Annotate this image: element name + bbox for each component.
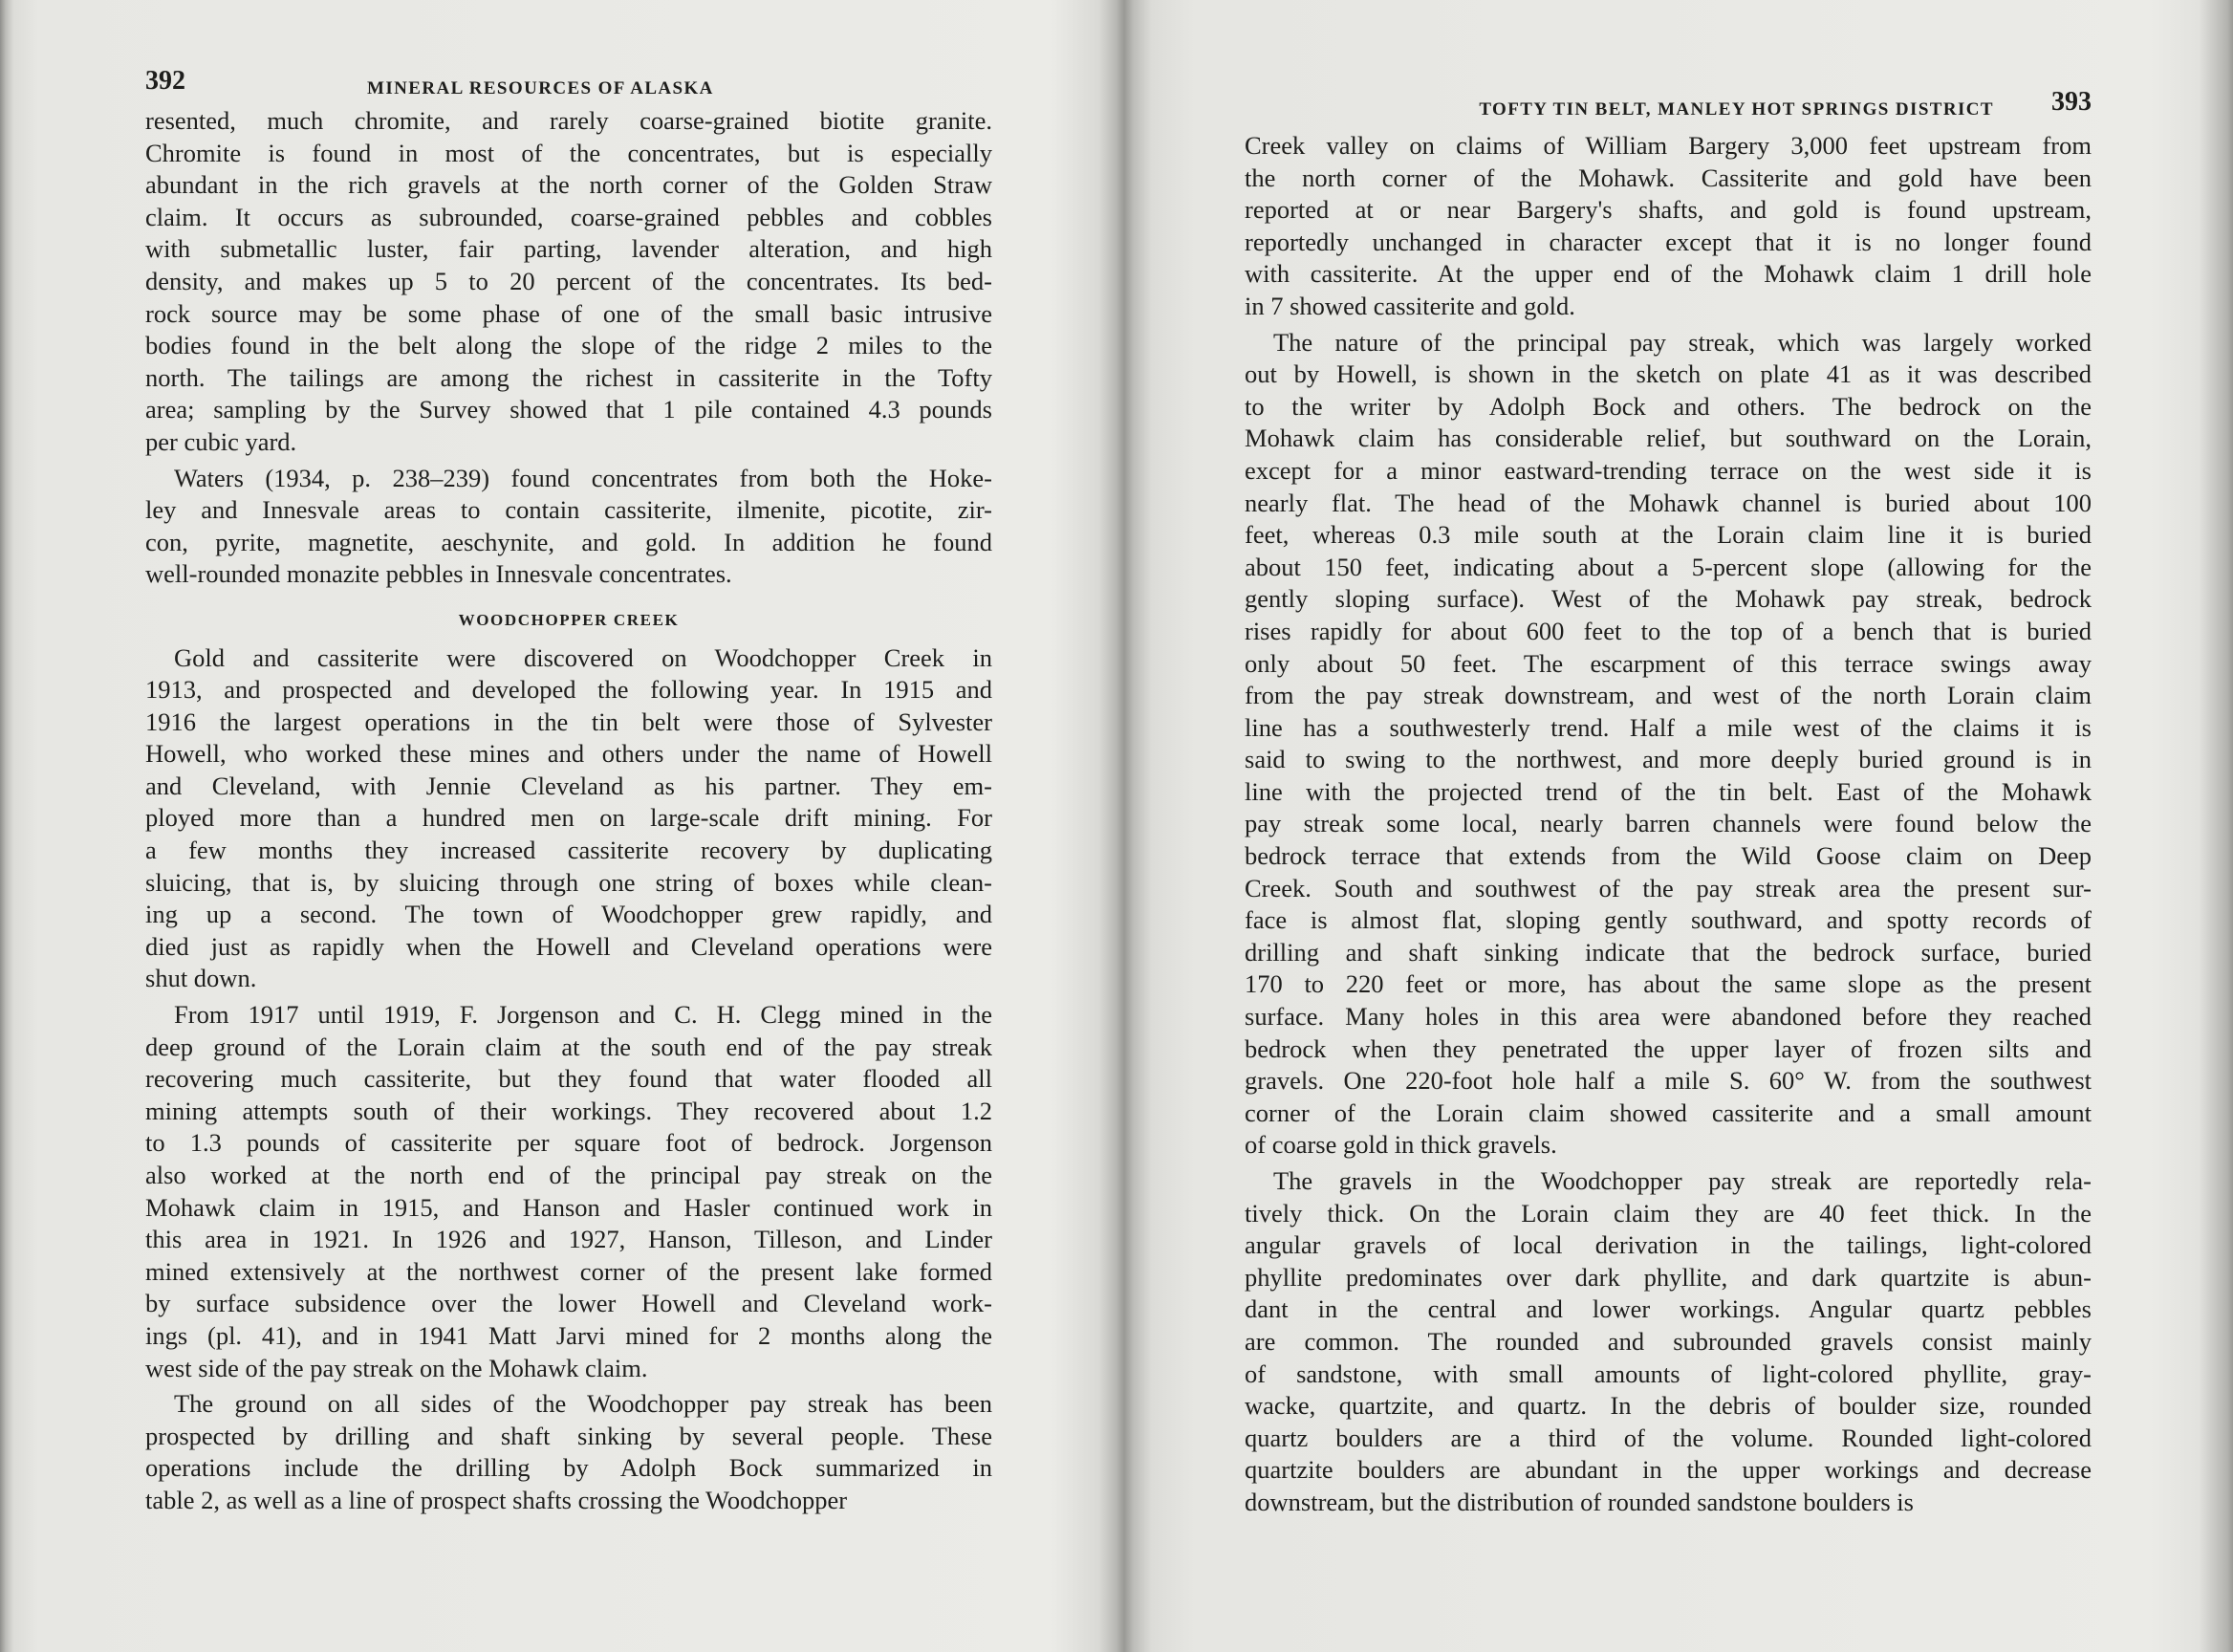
text-line: recovering much cassiterite, but they found that water flooded all — [145, 1064, 992, 1094]
text-line: line with the projected trend of the tin belt. East of the Mohawk — [1245, 776, 2092, 806]
text-line: a few months they increased cassiterite recovery by duplicating — [145, 836, 992, 865]
text-line: rock source may be some phase of one of the small basic intrusive — [145, 298, 992, 328]
text-line: west side of the pay streak on the Mohawk claim. — [145, 1353, 648, 1382]
text-line: from the pay streak downstream, and west of the north Lorain claim — [1245, 681, 2092, 710]
text-line: and Cleveland, with Jennie Cleveland as his partner. They em- — [145, 771, 992, 800]
text-line: ley and Innesvale areas to contain cassiterite, ilmenite, picotite, zir- — [145, 495, 992, 525]
right-page-number: 393 — [2051, 87, 2092, 117]
text-line: table 2, as well as a line of prospect shafts crossing the Woodchopper — [145, 1485, 848, 1514]
text-line: ings (pl. 41), and in 1941 Matt Jarvi mined for 2 months along the — [145, 1320, 992, 1350]
text-line: mining attempts south of their workings. They recovered about 1.2 — [145, 1096, 992, 1125]
text-line: mined extensively at the northwest corner of the present lake formed — [145, 1256, 992, 1286]
text-line: face is almost flat, sloping gently southward, and spotty records of — [1245, 905, 2092, 935]
text-line: phyllite predominates over dark phyllite, and dark quartzite is abun- — [1245, 1262, 2092, 1292]
text-line: reported at or near Bargery's shafts, and gold is found upstream, — [1245, 195, 2092, 225]
text-line: gently sloping surface). West of the Mohawk pay streak, bedrock — [1245, 584, 2092, 614]
text-line: deep ground of the Lorain claim at the south end of the pay streak — [145, 1032, 992, 1061]
text-line: Gold and cassiterite were discovered on Woodchopper Creek in — [174, 642, 992, 672]
text-line: gravels. One 220-foot hole half a mile S. 60° W. from the southwest — [1245, 1066, 2092, 1096]
text-line: area; sampling by the Survey showed that 1 pile contained 4.3 pounds — [145, 395, 992, 424]
text-line: quartz boulders are a third of the volume. Rounded light-colored — [1245, 1423, 2092, 1452]
text-line: The nature of the principal pay streak, which was largely worked — [1273, 327, 2092, 357]
text-line: are common. The rounded and subrounded gravels consist mainly — [1245, 1326, 2092, 1356]
paragraph — [1245, 130, 2092, 323]
text-line: tively thick. On the Lorain claim they are 40 feet thick. In the — [1245, 1198, 2092, 1228]
text-line: abundant in the rich gravels at the north corner of the Golden Straw — [145, 170, 992, 200]
text-line: Creek valley on claims of William Bargery 3,000 feet upstream from — [1245, 131, 2092, 160]
paragraph — [145, 463, 992, 591]
paragraph — [1245, 327, 2092, 1162]
text-line: nearly flat. The head of the Mohawk channel is buried about 100 — [1245, 488, 2092, 517]
text-line: wacke, quartzite, and quartz. In the debris of boulder size, rounded — [1245, 1391, 2092, 1421]
text-line: density, and makes up 5 to 20 percent of the concentrates. Its bed- — [145, 266, 992, 295]
text-line: Mohawk claim has considerable relief, but southward on the Lorain, — [1245, 424, 2092, 453]
text-line: about 150 feet, indicating about a 5-percent slope (allowing for the — [1245, 552, 2092, 581]
text-line: Chromite is found in most of the concentrates, but is especially — [145, 138, 992, 167]
text-line: Waters (1934, p. 238–239) found concentrates from both the Hoke- — [174, 463, 992, 492]
text-line: The gravels in the Woodchopper pay streak are reportedly rela- — [1273, 1166, 2092, 1195]
text-line: north. The tailings are among the richest in cassiterite in the Tofty — [145, 362, 992, 392]
text-line: feet, whereas 0.3 mile south at the Lorain claim line it is buried — [1245, 520, 2092, 550]
text-line: Creek. South and southwest of the pay streak area the present sur- — [1245, 873, 2092, 902]
text-line: operations include the drilling by Adolph Bock summarized in — [145, 1453, 992, 1483]
text-line: the north corner of the Mohawk. Cassiterite and gold have been — [1245, 163, 2092, 192]
text-line: reportedly unchanged in character except that it is no longer found — [1245, 227, 2092, 256]
right-running-title: TOFTY TIN BELT, MANLEY HOT SPRINGS DISTRICT — [1479, 99, 1994, 120]
text-line: 1916 the largest operations in the tin belt were those of Sylvester — [145, 706, 992, 736]
text-line: shut down. — [145, 964, 257, 993]
text-line: of sandstone, with small amounts of light-colored phyllite, gray- — [1245, 1359, 2092, 1388]
right-page — [1245, 86, 2092, 1523]
text-line: From 1917 until 1919, F. Jorgenson and C. H. Clegg mined in the — [174, 1000, 992, 1030]
text-line: ployed more than a hundred men on large-scale drift mining. For — [145, 803, 992, 833]
text-line: drilling and shaft sinking indicate that the bedrock surface, buried — [1245, 937, 2092, 967]
text-line: except for a minor eastward-trending terrace on the west side it is — [1245, 455, 2092, 485]
text-line: quartzite boulders are abundant in the upper workings and decrease — [1245, 1455, 2092, 1485]
text-line: bedrock when they penetrated the upper layer of frozen silts and — [1245, 1033, 2092, 1063]
text-line: said to swing to the northwest, and more deeply buried ground is in — [1245, 745, 2092, 774]
right-body — [1245, 130, 2092, 1519]
text-line: angular gravels of local derivation in the tailings, light-colored — [1245, 1230, 2092, 1260]
left-running-title: MINERAL RESOURCES OF ALASKA — [367, 78, 714, 98]
text-line: line has a southwesterly trend. Half a mile west of the claims it is — [1245, 712, 2092, 742]
left-running-head — [145, 65, 992, 105]
text-line: sluicing, that is, by sluicing through one string of boxes while clean- — [145, 867, 992, 897]
text-line: well-rounded monazite pebbles in Innesvale concentrates. — [145, 559, 732, 589]
text-line: surface. Many holes in this area were abandoned before they reached — [1245, 1002, 2092, 1032]
text-line: with cassiterite. At the upper end of the Mohawk claim 1 drill hole — [1245, 259, 2092, 289]
text-line: pay streak some local, nearly barren channels were found below the — [1245, 809, 2092, 838]
text-line: The ground on all sides of the Woodchopper pay streak has been — [174, 1389, 992, 1419]
text-line: also worked at the north end of the principal pay streak on the — [145, 1161, 992, 1189]
paragraph — [145, 1388, 992, 1516]
text-line: Howell, who worked these mines and others under the name of Howell — [145, 739, 992, 769]
text-line: ing up a second. The town of Woodchopper grew rapidly, and — [145, 900, 992, 929]
text-line: only about 50 feet. The escarpment of this terrace swings away — [1245, 648, 2092, 678]
text-line: per cubic yard. — [145, 426, 297, 456]
text-line: con, pyrite, magnetite, aeschynite, and gold. In addition he found — [145, 527, 992, 556]
text-line: prospected by drilling and shaft sinking by several people. These — [145, 1421, 992, 1450]
text-line: of coarse gold in thick gravels. — [1245, 1130, 1557, 1160]
text-line: died just as rapidly when the Howell and Cleveland operations were — [145, 931, 992, 961]
text-line: to the writer by Adolph Bock and others. The bedrock on the — [1245, 391, 2092, 421]
paragraph — [145, 642, 992, 996]
paragraph — [1245, 1165, 2092, 1519]
text-line: to 1.3 pounds of cassiterite per square foot of bedrock. Jorgenson — [145, 1128, 992, 1158]
text-line: corner of the Lorain claim showed cassiterite and a small amount — [1245, 1098, 2092, 1127]
right-running-head — [1245, 86, 2092, 130]
section-heading: WOODCHOPPER CREEK — [458, 610, 680, 629]
text-line: this area in 1921. In 1926 and 1927, Hanson, Tilleson, and Linder — [145, 1225, 992, 1254]
paragraph — [145, 999, 992, 1384]
text-line: downstream, but the distribution of rounded sandstone boulders is — [1245, 1487, 1914, 1516]
paragraph — [145, 105, 992, 459]
text-line: claim. It occurs as subrounded, coarse-grained pebbles and cobbles — [145, 202, 992, 231]
text-line: out by Howell, is shown in the sketch on plate 41 as it was described — [1245, 359, 2092, 389]
text-line: rises rapidly for about 600 feet to the top of a bench that is buried — [1245, 616, 2092, 645]
text-line: with submetallic luster, fair parting, lavender alteration, and high — [145, 234, 992, 264]
text-line: bodies found in the belt along the slope of the ridge 2 miles to the — [145, 331, 992, 360]
text-line: 170 to 220 feet or more, has about the same slope as the present — [1245, 969, 2092, 999]
text-line: bedrock terrace that extends from the Wild Goose claim on Deep — [1245, 841, 2092, 871]
left-page-number: 392 — [145, 66, 185, 96]
text-line: resented, much chromite, and rarely coarse-grained biotite granite. — [145, 106, 992, 135]
left-body — [145, 105, 992, 1517]
left-page — [145, 65, 992, 1521]
text-line: Mohawk claim in 1915, and Hanson and Hasler continued work in — [145, 1192, 992, 1222]
text-line: in 7 showed cassiterite and gold. — [1245, 291, 1575, 320]
text-line: by surface subsidence over the lower Howell and Cleveland work- — [145, 1289, 992, 1318]
text-line: dant in the central and lower workings. Angular quartz pebbles — [1245, 1294, 2092, 1324]
text-line: 1913, and prospected and developed the following year. In 1915 and — [145, 675, 992, 705]
